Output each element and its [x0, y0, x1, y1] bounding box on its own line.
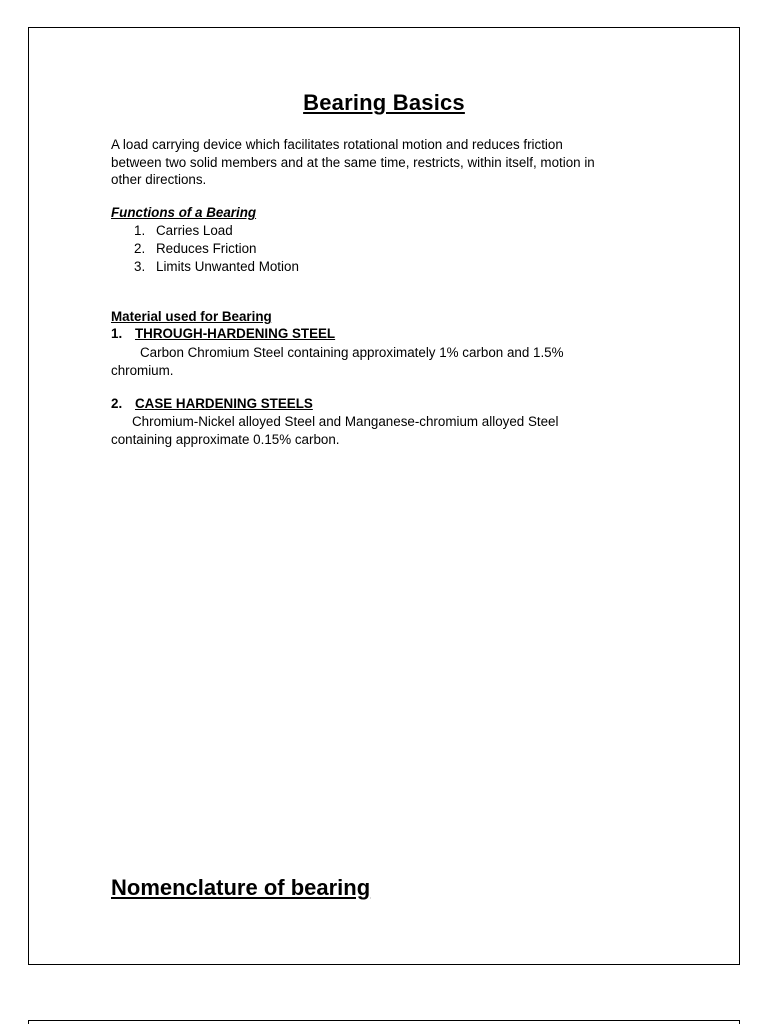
list-item — [134, 258, 299, 276]
functions-heading: Functions of a Bearing — [111, 205, 257, 220]
next-page-edge — [28, 1020, 740, 1024]
list-item-number: 2. — [134, 241, 146, 256]
list-item — [134, 222, 299, 240]
material-item-number: 2. — [111, 396, 123, 411]
intro-line: between two solid members and at the same time, restricts, within itself, motion in — [111, 154, 595, 170]
description-line: Chromium-Nickel alloyed Steel and Manganese-chromium alloyed Steel — [132, 414, 559, 429]
material-item-name: CASE HARDENING STEELS — [135, 396, 313, 411]
material-item-number: 1. — [111, 326, 123, 341]
list-item-text: Limits Unwanted Motion — [156, 259, 299, 274]
list-item-text: Carries Load — [156, 223, 233, 238]
material-item-title — [111, 326, 335, 341]
materials-heading: Material used for Bearing — [111, 309, 272, 324]
list-item-number: 1. — [134, 223, 146, 238]
description-line: containing approximate 0.15% carbon. — [111, 431, 340, 447]
material-item-description — [111, 344, 671, 379]
list-item-number: 3. — [134, 259, 146, 274]
nomenclature-heading: Nomenclature of bearing — [111, 875, 371, 900]
intro-line: other directions. — [111, 172, 207, 187]
page-title: Bearing Basics — [303, 90, 465, 115]
description-line: Carbon Chromium Steel containing approximately 1% carbon and 1.5% — [140, 345, 564, 360]
material-item-title — [111, 396, 313, 411]
intro-line: A load carrying device which facilitates rotational motion and reduces friction — [111, 137, 563, 152]
list-item — [134, 240, 299, 258]
description-line: chromium. — [111, 362, 174, 378]
intro-paragraph — [111, 136, 671, 189]
functions-list — [134, 222, 299, 276]
list-item-text: Reduces Friction — [156, 241, 257, 256]
material-item-description — [111, 413, 671, 448]
material-item-name: THROUGH-HARDENING STEEL — [135, 326, 336, 341]
